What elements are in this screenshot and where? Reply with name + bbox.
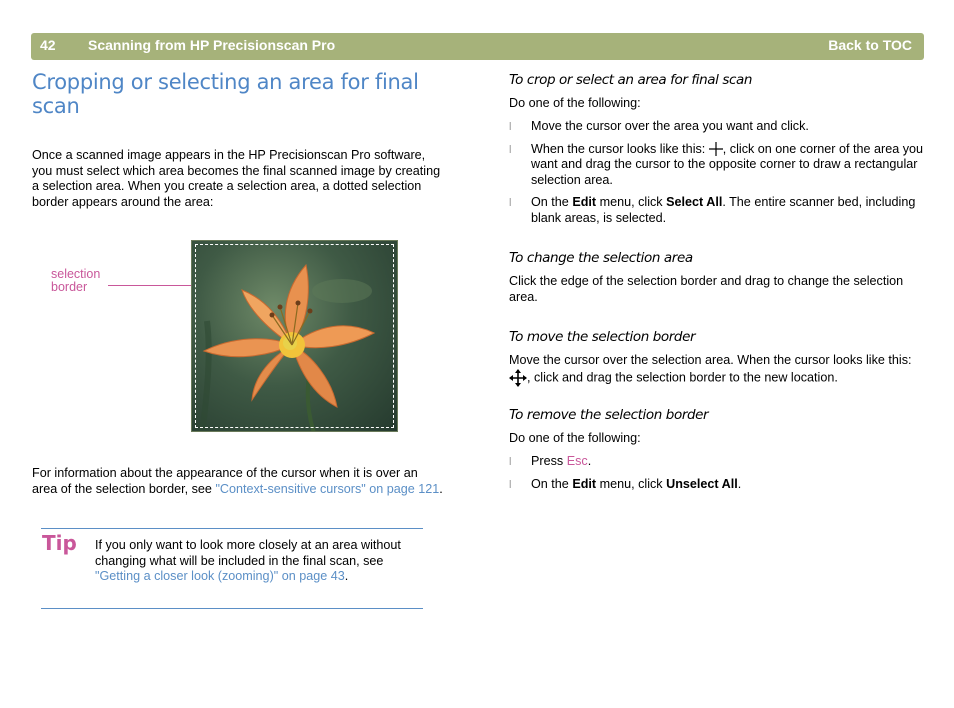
remove-bullet-list (509, 454, 924, 499)
select-all-term: Select All (666, 195, 723, 209)
remove-bullet-2-mid: menu, click (596, 476, 667, 491)
move-text (509, 353, 924, 387)
esc-key-term: Esc (566, 454, 588, 468)
list-item (509, 195, 924, 226)
callout-leader-line (108, 285, 191, 286)
crop-bullet-2-post: , click on one corner of the area you want and drag the cursor to the opposite corner to draw a rectangular selection area. (531, 141, 924, 187)
bullet-marker: l (509, 478, 512, 491)
bullet-marker: l (509, 121, 512, 133)
crop-heading: To crop or select an area for final scan (509, 72, 753, 88)
remove-bullet-1-post: . (587, 454, 592, 468)
list-item (509, 119, 924, 135)
tip-label: Tip (42, 531, 77, 555)
back-to-toc-link[interactable]: Back to TOC (828, 37, 912, 53)
move-text-post: , click and drag the selection border to the new location. (527, 369, 838, 384)
callout-line-1: selection (51, 267, 101, 281)
remove-bullet-2-post: . (737, 476, 742, 491)
intro-paragraph: Once a scanned image appears in the HP Precisionscan Pro software, you must select which area becomes the final scanned image by creating a selection area. When you create a selection area, a dotted selection border appears around the area: (32, 148, 441, 209)
unselect-all-term: Unselect All (666, 476, 738, 491)
remove-intro: Do one of the following: (509, 431, 641, 445)
list-item (509, 142, 924, 189)
remove-bullet-1-pre: Press (531, 454, 567, 468)
bullet-marker: l (509, 143, 512, 156)
crop-bullet-1: Move the cursor over the area you want and click. (531, 119, 809, 133)
list-item (509, 454, 924, 470)
crop-bullet-list (509, 119, 924, 233)
info-text: For information about the appearance of the cursor when it is over an area of the selection border, see (32, 466, 418, 496)
bullet-marker: l (509, 456, 512, 468)
crop-intro: Do one of the following: (509, 96, 641, 110)
crop-bullet-3-post: . The entire scanner bed, including blank areas, is selected. (531, 195, 916, 225)
page-number: 42 (40, 37, 56, 53)
bullet-marker: l (509, 197, 512, 209)
crop-bullet-3-mid: menu, click (596, 195, 667, 209)
tip-text (95, 538, 405, 585)
edit-menu-term: Edit (572, 195, 597, 209)
callout-line-2: border (51, 280, 88, 294)
chapter-title: Scanning from HP Precisionscan Pro (88, 37, 336, 53)
page-header-bar (31, 33, 924, 60)
crop-bullet-3-pre: On the (531, 195, 573, 209)
tip-bottom-rule (41, 608, 423, 609)
list-item (509, 477, 924, 493)
remove-bullet-2-pre: On the (531, 476, 573, 491)
info-end: . (439, 481, 443, 496)
move-text-pre: Move the cursor over the selection area. When the cursor looks like this: (509, 353, 912, 367)
move-cursor-icon (509, 369, 527, 387)
page-title: Cropping or selecting an area for final scan (32, 70, 419, 118)
crop-bullet-2-pre: When the cursor looks like this: (531, 141, 706, 156)
crosshair-cursor-icon (709, 142, 723, 156)
tip-top-rule (41, 528, 423, 529)
remove-heading: To remove the selection border (509, 407, 709, 423)
zooming-link[interactable]: "Getting a closer look (zooming)" on page 43 (95, 569, 345, 583)
change-heading: To change the selection area (509, 250, 693, 266)
selection-border-callout (51, 268, 100, 294)
move-heading: To move the selection border (509, 329, 696, 345)
tip-end: . (344, 569, 349, 583)
selection-border[interactable] (195, 244, 394, 428)
context-cursors-link[interactable]: "Context-sensitive cursors" on page 121 (215, 481, 440, 496)
edit-menu-term: Edit (572, 476, 597, 491)
change-text: Click the edge of the selection border and drag to change the selection area. (509, 274, 904, 304)
tip-body: If you only want to look more closely at an area without changing what will be included in the final scan, see (95, 538, 401, 568)
cursor-info-paragraph (32, 466, 444, 497)
